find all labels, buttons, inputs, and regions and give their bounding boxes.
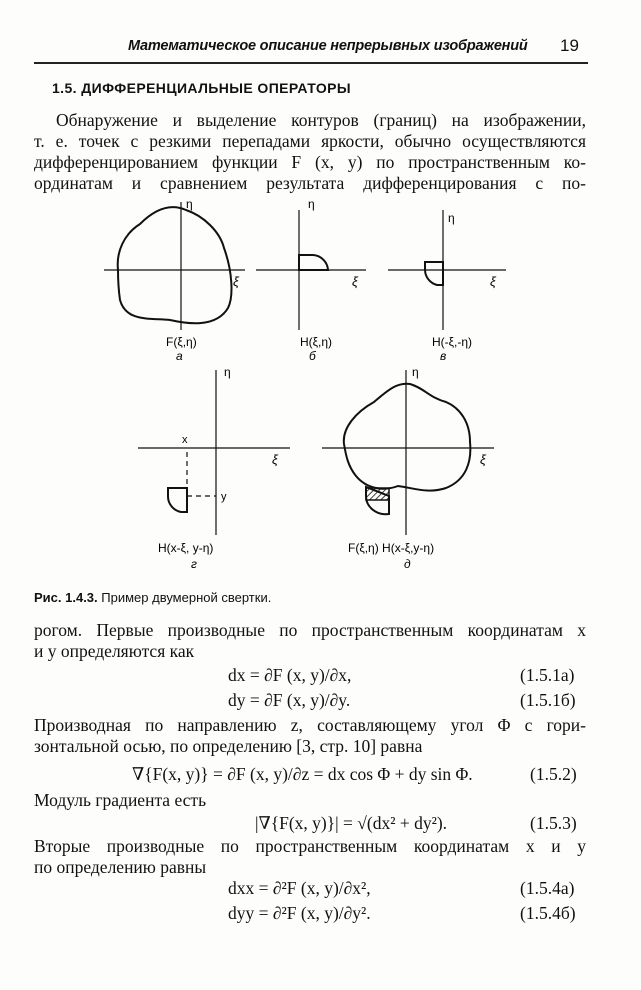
caption-prefix: Рис. 1.4.3. [34, 590, 98, 605]
panel-v-eta-label: η [448, 211, 455, 225]
para2-line-2: и y определяются как [34, 641, 195, 661]
panel-d-region-outline [344, 384, 471, 491]
equation-1-5-2: ∇{F(x, y)} = ∂F (x, y)/∂z = dx cos Φ + dy sin Φ. [132, 764, 473, 784]
panel-v-xi-label: ξ [490, 274, 496, 289]
equation-1-5-1b: dy = ∂F (x, y)/∂y. [228, 690, 351, 710]
panel-b-function-label: H(ξ,η) [300, 335, 333, 349]
panel-g-kernel-shape [168, 488, 187, 512]
caption-text: Пример двумерной свертки. [101, 590, 272, 605]
panel-a-xi-label: ξ [233, 274, 239, 289]
panel-a-eta-label: η [186, 197, 193, 211]
panel-b-eta-label: η [308, 197, 315, 211]
panel-a-region-outline [118, 207, 232, 323]
panel-v-function-label: H(-ξ,-η) [432, 335, 473, 349]
para3-line-2: зонтальной осью, по определению [3, стр. 10] равна [34, 736, 423, 756]
equation-number-1-5-1a: (1.5.1а) [520, 665, 575, 685]
panel-b-xi-label: ξ [352, 274, 358, 289]
panel-a-function-label: F(ξ,η) [166, 335, 197, 349]
para5-line-1: Вторые производные по пространственным координатам x и y [34, 836, 586, 856]
panel-b-kernel-shape [299, 255, 328, 270]
panel-b-letter: б [309, 349, 316, 363]
panel-a [104, 197, 245, 363]
panel-d-xi-label: ξ [480, 452, 486, 467]
panel-a-letter: а [176, 349, 183, 363]
panel-d [322, 365, 494, 571]
panel-g-letter: г [191, 557, 197, 571]
equation-number-1-5-1b: (1.5.1б) [520, 690, 576, 710]
header-rule [34, 62, 588, 64]
panel-v [388, 210, 506, 363]
equation-1-5-3: |∇{F(x, y)}| = √(dx² + dy²). [255, 813, 448, 833]
panel-d-overlap-hatch [366, 488, 389, 500]
intro-line-2: т. е. точек с резкими перепадами яркости, обычно осуществляются [34, 131, 586, 151]
equation-1-5-4b: dyy = ∂²F (x, y)/∂y². [228, 903, 371, 923]
panel-g [138, 365, 290, 571]
para5-line-2: по определению равны [34, 857, 207, 877]
running-title: Математическое описание непрерывных изображений [128, 38, 528, 54]
panel-b [256, 197, 366, 363]
convolution-figure [0, 190, 641, 585]
panel-g-eta-label: η [224, 365, 231, 379]
panel-g-xi-label: ξ [272, 452, 278, 467]
equation-number-1-5-3: (1.5.3) [530, 813, 577, 833]
paragraph-2 [34, 620, 586, 662]
figure-caption [34, 590, 271, 605]
panel-d-function-label: F(ξ,η) H(x-ξ,y-η) [348, 541, 435, 555]
paragraph-3 [34, 715, 586, 757]
para2-line-1: рогом. Первые производные по пространственным координатам x [34, 620, 586, 640]
paragraph-4: Модуль градиента есть [34, 790, 207, 810]
equation-1-5-4a: dxx = ∂²F (x, y)/∂x², [228, 878, 371, 898]
panel-d-eta-label: η [412, 365, 419, 379]
intro-line-3: дифференцированием функции F (x, y) по пространственным ко- [34, 152, 586, 172]
para3-line-1: Производная по направлению z, составляющему угол Φ с гори- [34, 715, 586, 735]
section-title: 1.5. ДИФФЕРЕНЦИАЛЬНЫЕ ОПЕРАТОРЫ [52, 80, 351, 96]
panel-v-letter: в [440, 349, 447, 363]
panel-d-letter: д [404, 557, 411, 571]
intro-line-4: ординатам и сравнением результата дифференцирования с по- [34, 173, 586, 193]
page-number: 19 [560, 36, 579, 55]
equation-1-5-1a: dx = ∂F (x, y)/∂x, [228, 665, 352, 685]
panel-v-kernel-shape [425, 262, 443, 285]
panel-g-y-mark: y [221, 491, 227, 503]
equation-number-1-5-2: (1.5.2) [530, 764, 577, 784]
intro-paragraph [34, 110, 586, 194]
panel-g-function-label: H(x-ξ, y-η) [158, 541, 214, 555]
equation-number-1-5-4b: (1.5.4б) [520, 903, 576, 923]
intro-line-1: Обнаружение и выделение контуров (границ) на изображении, [56, 110, 586, 130]
panel-g-x-mark: x [182, 434, 188, 446]
paragraph-5 [34, 836, 586, 878]
equation-number-1-5-4a: (1.5.4а) [520, 878, 575, 898]
